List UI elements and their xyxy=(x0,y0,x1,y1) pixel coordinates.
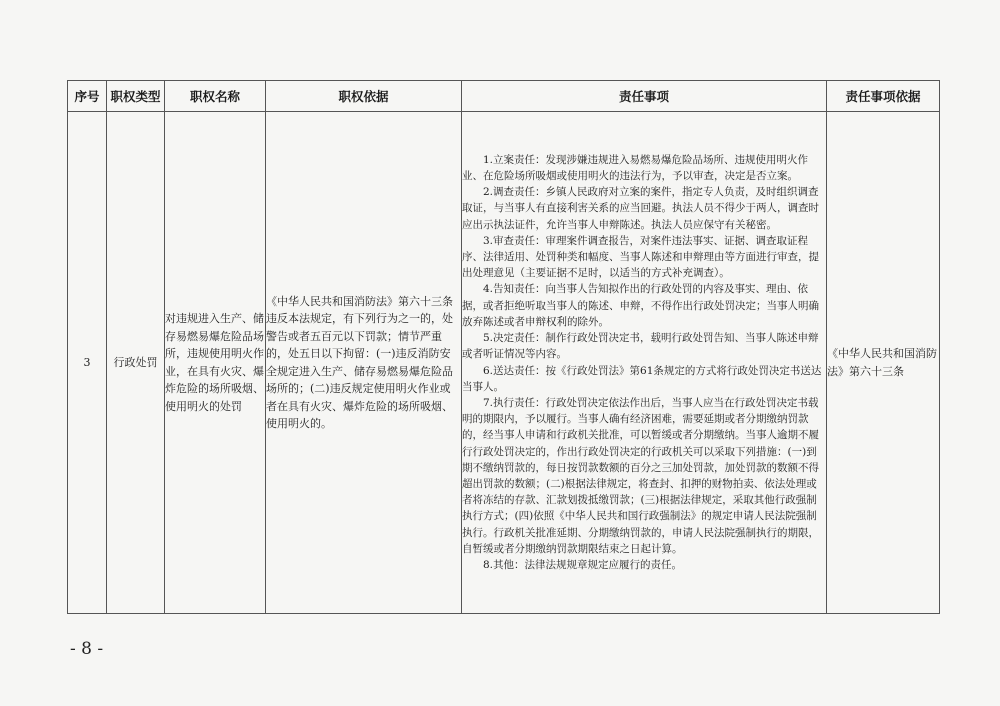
header-basis: 职权依据 xyxy=(266,81,462,112)
power-type: 行政处罚 xyxy=(107,112,165,614)
header-responsibility-basis: 责任事项依据 xyxy=(827,81,940,112)
responsibility-item: 2.调查责任：乡镇人民政府对立案的案件，指定专人负责，及时组织调查取证，与当事人有直接利害关系的应当回避。执法人员不得少于两人，调查时应出示执法证件，允许当事人申辩陈述。执法人员应保守有关秘密。 xyxy=(462,186,819,231)
table-header-row xyxy=(68,81,940,112)
header-name: 职权名称 xyxy=(165,81,266,112)
power-name: 对违规进入生产、储存易燃易爆危险品场所，违规使用明火作业，在具有火灾、爆炸危险的场所吸烟、使用明火的处罚 xyxy=(165,112,266,614)
page-number: - 8 - xyxy=(70,639,104,659)
responsibility-item: 8.其他：法律法规规章规定应履行的责任。 xyxy=(483,558,683,571)
responsibility-item: 6.送达责任：按《行政处罚法》第61条规定的方式将行政处罚决定书送达当事人。 xyxy=(462,364,822,393)
row-number: 3 xyxy=(68,112,107,614)
header-responsibilities: 责任事项 xyxy=(462,81,827,112)
header-num: 序号 xyxy=(68,81,107,112)
responsibility-item: 1.立案责任：发现涉嫌违规进入易燃易爆危险品场所、违规使用明火作业、在危险场所吸烟或使用明火的违法行为，予以审查，决定是否立案。 xyxy=(462,153,809,183)
responsibility-basis: 《中华人民共和国消防法》第六十三条 xyxy=(827,112,940,614)
table-row xyxy=(68,112,940,614)
responsibility-item: 5.决定责任：制作行政处罚决定书，载明行政处罚告知、当事人陈述申辩或者听证情况等内容。 xyxy=(462,332,819,361)
responsibility-table xyxy=(67,80,940,614)
header-type: 职权类型 xyxy=(107,81,165,112)
responsibility-list xyxy=(462,112,827,614)
responsibility-item: 4.告知责任：向当事人告知拟作出的行政处罚的内容及事实、理由、依据，或者拒绝听取当事人的陈述、申辩，不得作出行政处罚决定；当事人明确放弃陈述或者申辩权利的除外。 xyxy=(462,283,819,328)
responsibility-item: 7.执行责任：行政处罚决定依法作出后，当事人应当在行政处罚决定书载明的期限内，予以履行。当事人确有经济困难，需要延期或者分期缴纳罚款的，经当事人申请和行政机关批准，可以暂缓或者分期缴纳。当事人逾期不履行行政处罚决定的，作出行政处罚决定的行政机关可以采取下列措施：(一)到期不缴纳罚款的，每日按罚款数额的百分之三加处罚款，加处罚款的数额不得超出罚款的数额；(二)根据法律规定，将查封、扣押的财物拍卖、依法处理或者将冻结的存款、汇款划拨抵缴罚款；(三)根据法律规定，采取其他行政强制执行方式；(四)依照《中华人民共和国行政强制法》的规定申请人民法院强制执行。行政机关批准延期、分期缴纳罚款的，申请人民法院强制执行的期限，自暂缓或者分期缴纳罚款期限结束之日起计算。 xyxy=(462,396,819,555)
responsibility-item: 3.审查责任：审理案件调查报告，对案件违法事实、证据、调查取证程序、法律适用、处罚种类和幅度、当事人陈述和申辩理由等方面进行审查，提出处理意见（主要证据不足时，以适当的方式补充调查）。 xyxy=(462,234,819,280)
power-basis: 《中华人民共和国消防法》第六十三条违反本法规定，有下列行为之一的，处警告或者五百元以下罚款；情节严重的，处五日以下拘留：(一)违反消防安全规定进入生产、储存易燃易爆危险品场所的；(二)违反规定使用明火作业或者在具有火灾、爆炸危险的场所吸烟、使用明火的。 xyxy=(266,112,462,614)
